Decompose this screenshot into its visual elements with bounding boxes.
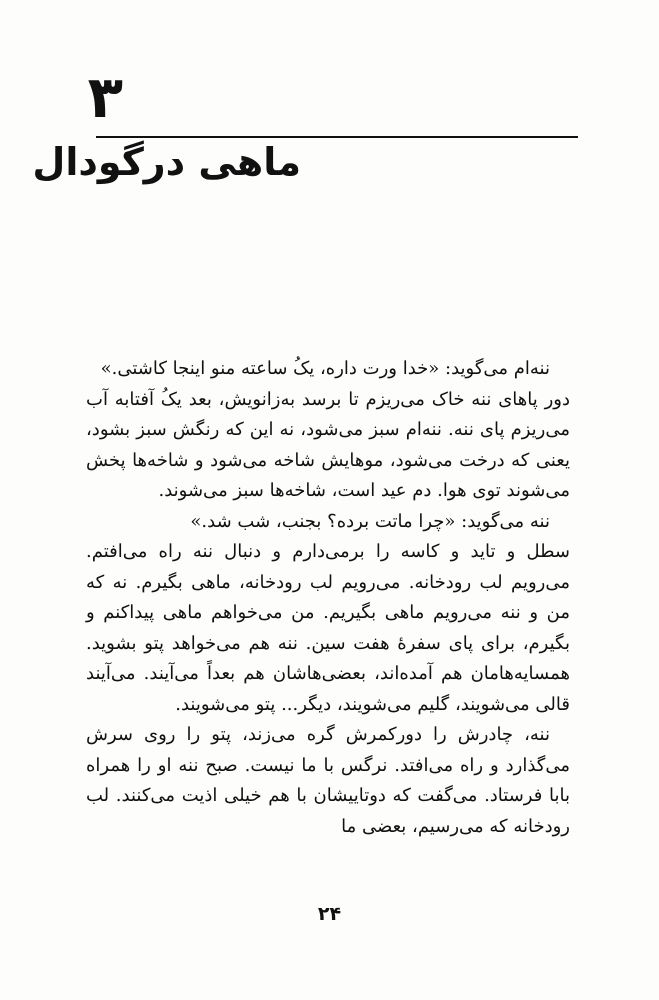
- paragraph: ننه می‌گوید: «چرا ماتت برده؟ بجنب، شب شد.»: [190, 510, 550, 532]
- body-text: [86, 354, 570, 842]
- page-number: ۲۴: [317, 903, 342, 925]
- paragraph: دور پاهای ننه خاک می‌ریزم تا برسد به‌زانویش، بعد یکُ آفتابه آب می‌ریزم پای ننه. ننه‌ام سبز می‌شود، نه این که رنگش سبز بشود، یعنی که درخت می‌شود، موهایش شاخه می‌شود و شاخه‌ها پخش می‌شوند توی هوا. دم عید است، شاخه‌ها سبز می‌شوند.: [86, 388, 570, 501]
- chapter-divider: [96, 136, 578, 138]
- paragraph: سطل و تاید و کاسه را برمی‌دارم و دنبال ننه راه می‌افتم. می‌رویم لب رودخانه. می‌رویم لب رودخانه، ماهی بگیرم. نه که من و ننه می‌رویم ماهی بگیریم. من می‌خواهم ماهی پیداکنم و بگیرم، برای پای سفرۀ هفت سین. ننه هم می‌خواهد پتو بشوید. همسایه‌هامان هم آمده‌اند، بعضی‌هاشان هم بعداً می‌آیند. می‌آیند قالی می‌شویند، گلیم می‌شویند، دیگر... پتو می‌شویند.: [86, 541, 570, 715]
- chapter-title: ماهی درگودال: [32, 140, 301, 184]
- chapter-number: ۳: [87, 63, 123, 131]
- paragraph: ننه‌ام می‌گوید: «خدا ورت داره، یکُ ساعته منو اینجا کاشتی.»: [100, 358, 550, 379]
- paragraph: ننه، چادرش را دورکمرش گره می‌زند، پتو را روی سرش می‌گذارد و راه می‌افتد. نرگس با ما نیست. صبح ننه او را همراه بابا فرستاد. می‌گفت که دوتاییشان با هم خیلی اذیت می‌کنند. لب رودخانه که می‌رسیم، بعضی ما: [86, 724, 570, 837]
